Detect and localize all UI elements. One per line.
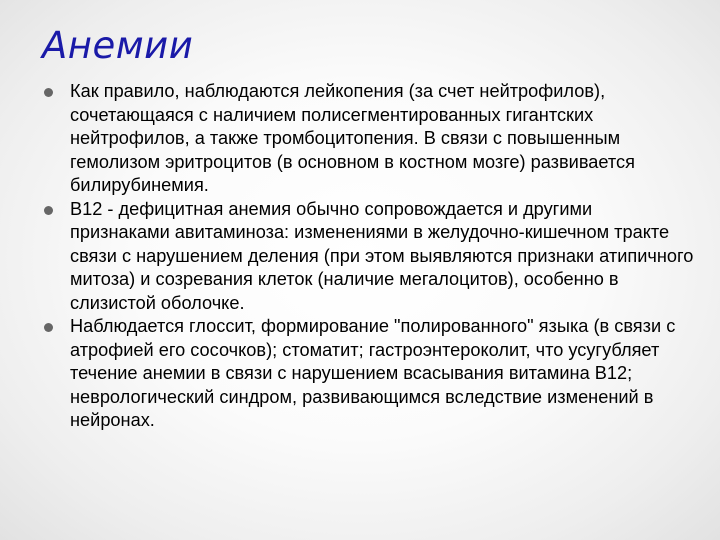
bullet-dot-icon <box>44 323 53 332</box>
bullet-dot-icon <box>44 206 53 215</box>
list-item <box>44 198 694 316</box>
bullet-text: Как правило, наблюдаются лейкопения (за счет нейтрофилов), сочетающаяся с наличием полисегментированных гигантских нейтрофилов, а также тромбоцитопения. В связи с повышенным гемолизом эритроцитов (в основном в костном мозге) развивается билирубинемия. <box>70 81 635 195</box>
slide-title: Анемии <box>42 24 194 67</box>
list-item <box>44 80 694 198</box>
bullet-dot-icon <box>44 88 53 97</box>
bullet-text: В12 - дефицитная анемия обычно сопровождается и другими признаками авитаминоза: изменениями в желудочно-кишечном тракте связи с нарушением деления (при этом выявляются признаки атипичного митоза) и созревания клеток (наличие мегалоцитов), особенно в слизистой оболочке. <box>70 198 694 313</box>
bullet-list <box>44 80 694 433</box>
list-item <box>44 315 694 433</box>
bullet-text: Наблюдается глоссит, формирование "полированного" языка (в связи с атрофией его сосочков); стоматит; гастроэнтероколит, что усугубляет течение анемии в связи с нарушением всасывания витамина В12; неврологический синдром, развивающимся вследствие изменений в нейронах. <box>70 316 676 430</box>
